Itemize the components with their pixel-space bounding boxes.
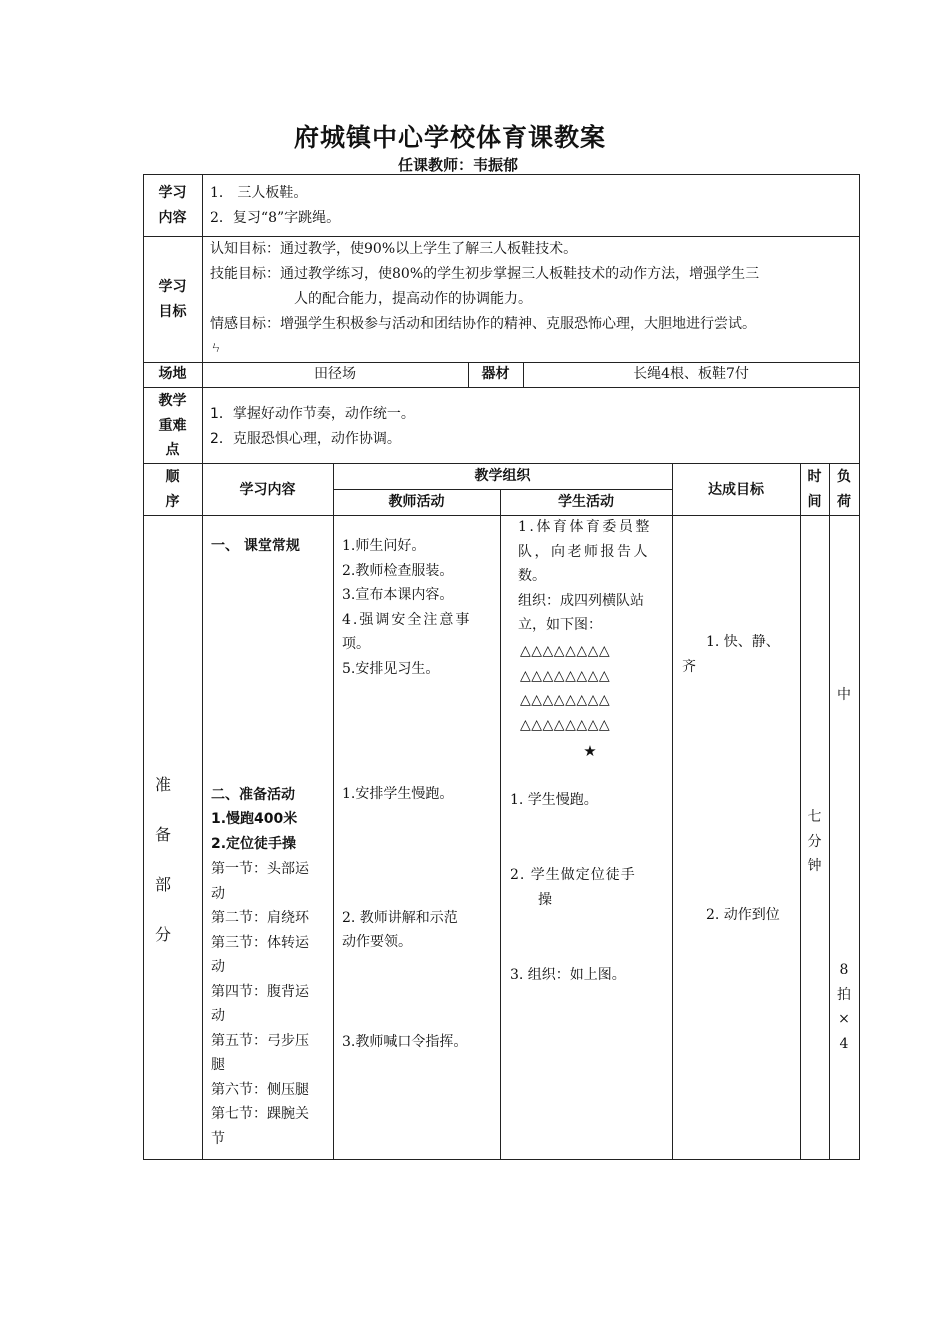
teacher-line: 任课教师：韦振郁 (397, 156, 518, 174)
skill-goal-continued: 人的配合能力，提高动作的协调能力。 (294, 291, 532, 307)
formation-diagram: △△△△△△△△ △△△△△△△△ △△△△△△△△ △△△△△△△△ (520, 643, 611, 733)
warmup-item: 1.慢跑400米 (211, 811, 298, 827)
header-order: 顺 序 (165, 469, 180, 510)
exercise-list: 第一节：头部运 动 第二节：肩绕环 第三节：体转运 动 第四节：腹背运 动 第五节：弓步压 腿 第六节：侧压腿 第七节：踝腕关 节 (211, 861, 309, 1147)
rule (143, 515, 860, 516)
rule (500, 489, 501, 1160)
teacher-position-star-icon: ★ (583, 742, 597, 760)
header-goal: 达成目标 (708, 482, 764, 498)
header-time: 时 间 (807, 469, 822, 510)
load-intensity: 中 (837, 687, 851, 703)
warmup-item: 2.定位徒手操 (211, 836, 297, 852)
difficulty-item: 1．掌握好动作节奏，动作统一。 (210, 406, 415, 422)
study-content-item: 1． 三人板鞋。 (210, 185, 308, 201)
header-content: 学习内容 (239, 482, 296, 498)
time-value: 七 分 钟 (807, 809, 822, 874)
study-goals-label: 学习 目标 (158, 279, 187, 320)
rule (859, 174, 860, 1160)
header-student-activity: 学生活动 (558, 494, 614, 510)
student-activity: 操 (538, 892, 552, 908)
student-activity: 2. 学生做定位徒手 (510, 867, 636, 883)
teacher-activity: 2. 教师讲解和示范 (342, 910, 458, 926)
student-activity: 3. 组织：如上图。 (510, 967, 626, 983)
routine-heading: 一、 课堂常规 (211, 538, 300, 554)
teacher-activity: 1.安排学生慢跑。 (342, 786, 454, 802)
study-content-label: 学习 内容 (158, 185, 187, 226)
difficulties-label: 教学 重难 点 (158, 393, 187, 458)
equipment-label: 器材 (481, 366, 510, 382)
rule (672, 463, 673, 1160)
teacher-activity: 3.教师喊口令指挥。 (342, 1034, 468, 1050)
student-activity: 1. 学生慢跑。 (510, 792, 598, 808)
skill-goal: 技能目标：通过教学练习，使80%的学生初步掌握三人板鞋技术的动作方法，增强学生三 (210, 266, 760, 282)
rule (202, 174, 203, 1160)
equipment-value: 长绳4根、板鞋7付 (633, 366, 749, 382)
rule (143, 1159, 860, 1160)
header-teacher-activity: 教师活动 (388, 494, 445, 510)
goal-item: 齐 (682, 659, 696, 675)
rule (143, 174, 860, 175)
page-title: 府城镇中心学校体育课教案 (293, 123, 606, 152)
paragraph-mark: ㄣ (210, 340, 223, 354)
venue-value: 田径场 (314, 366, 356, 382)
rule (333, 463, 334, 1160)
load-count: 8 拍 × 4 (837, 962, 851, 1052)
goal-item: 2. 动作到位 (706, 907, 780, 923)
goal-item: 1. 快、静、 (706, 634, 780, 650)
header-load: 负 荷 (837, 469, 851, 510)
emotion-goal: 情感目标：增强学生积极参与活动和团结协作的精神、克服恐怖心理，大胆地进行尝试。 (210, 316, 756, 332)
header-organization: 教学组织 (474, 468, 531, 484)
student-routine-list: 1.体育体育委员整 队，向老师报告人 数。 组织：成四列横队站 立，如下图： (518, 519, 652, 633)
cognitive-goal: 认知目标：通过教学，使90%以上学生了解三人板鞋技术。 (210, 241, 578, 257)
venue-label: 场地 (158, 366, 187, 382)
rule (143, 387, 860, 388)
warmup-heading: 二、准备活动 (211, 787, 295, 803)
difficulty-item: 2．克服恐惧心理，动作协调。 (210, 431, 401, 447)
study-content-item: 2．复习“8”字跳绳。 (210, 210, 341, 226)
section-name: 准 备 部 分 (154, 775, 171, 944)
teacher-routine-list: 1.师生问好。 2.教师检查服装。 3.宣布本课内容。 4.强调安全注意事 项。 5.安排见习生。 (342, 538, 472, 677)
teacher-activity: 动作要领。 (342, 934, 412, 950)
